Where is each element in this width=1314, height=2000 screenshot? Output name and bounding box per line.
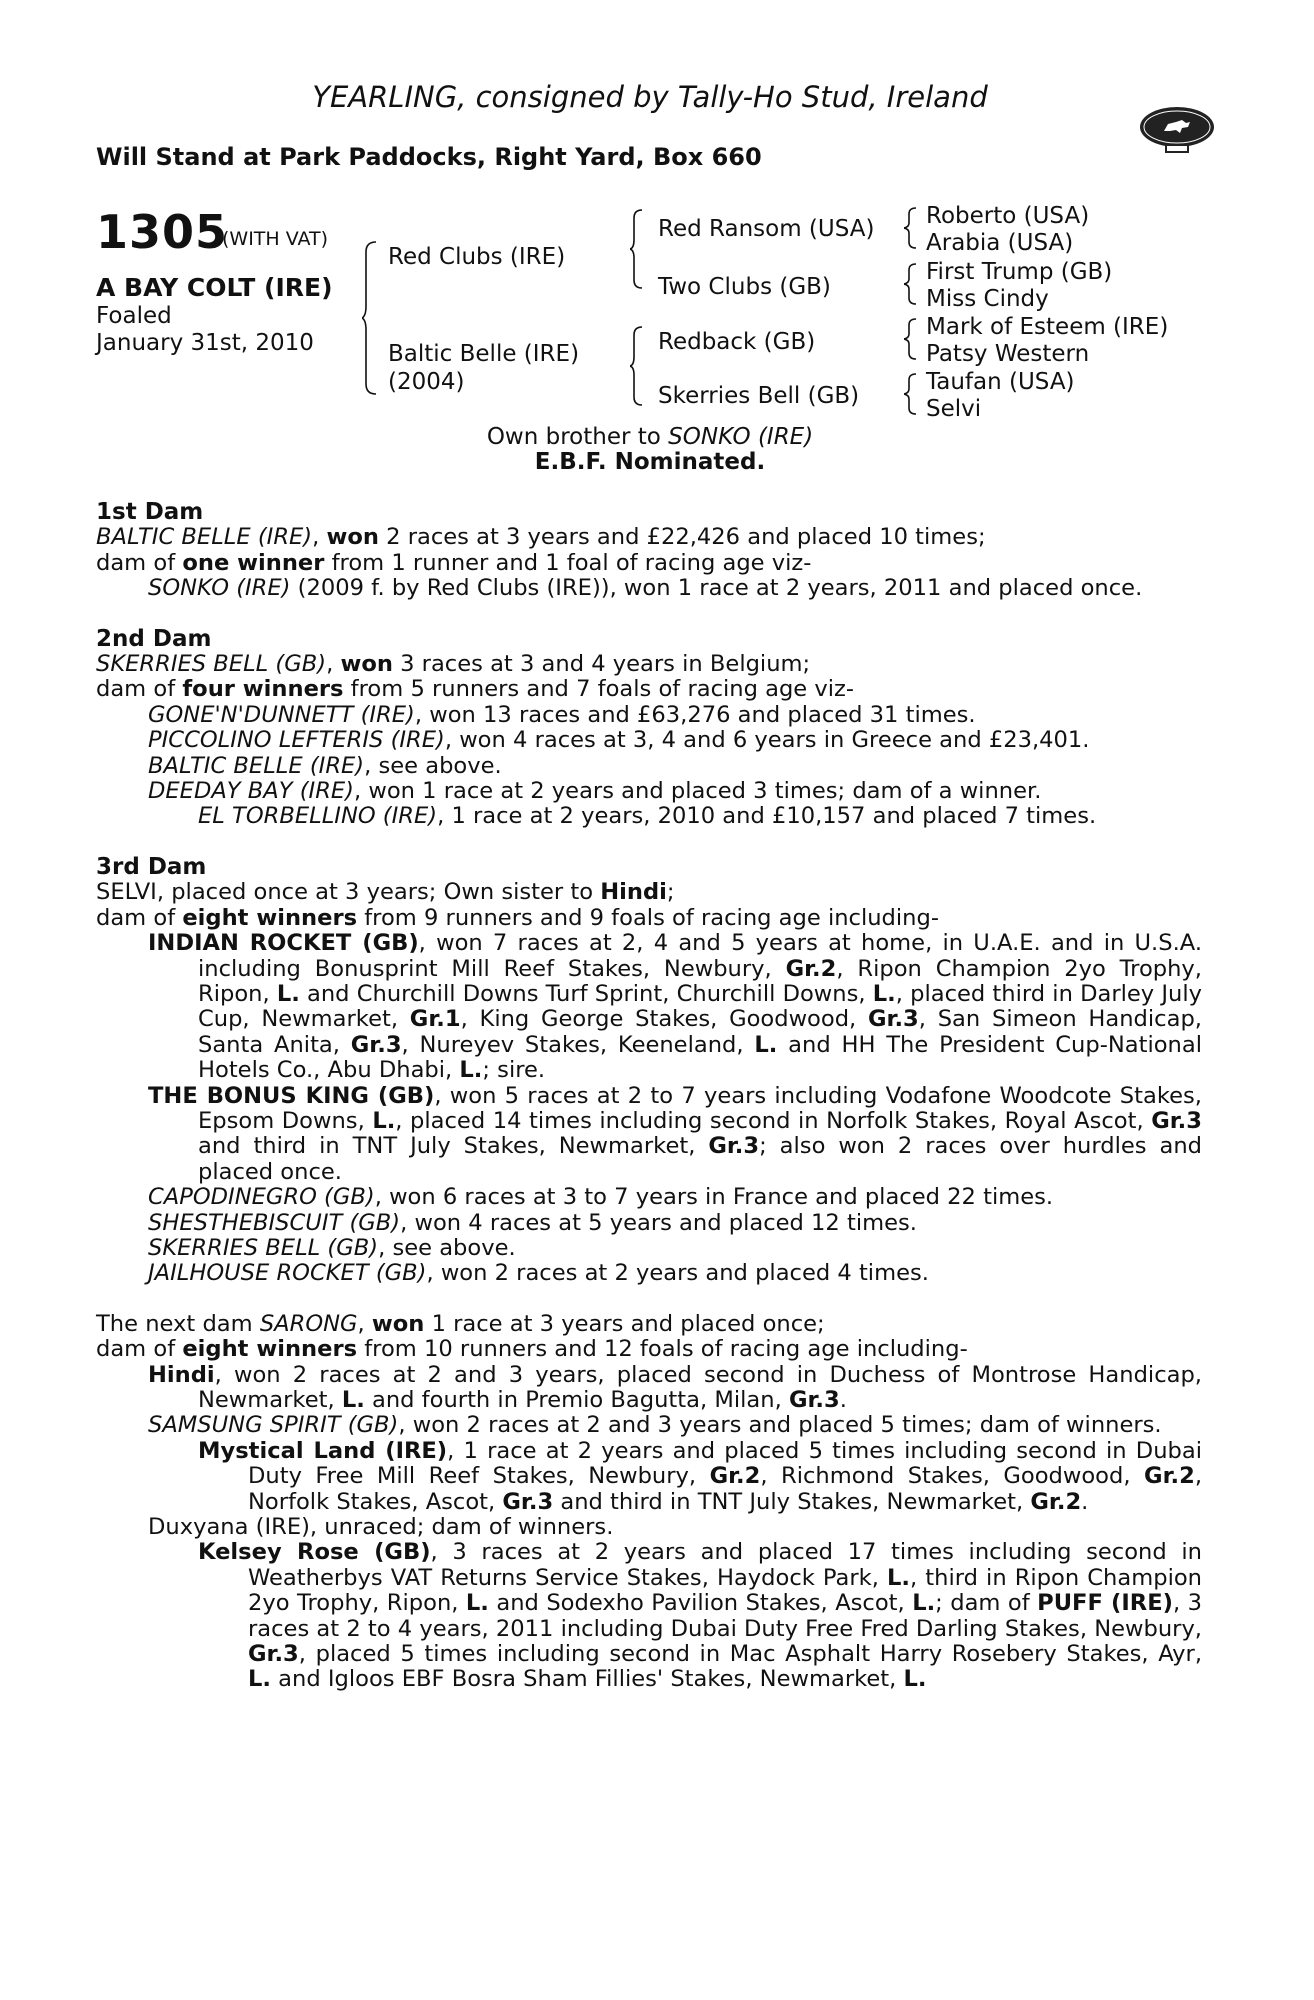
list-item: Duxyana (IRE), unraced; dam of winners. xyxy=(148,1514,614,1541)
next-dam-line: The next dam SARONG, won 1 race at 3 years and placed once; xyxy=(96,1310,825,1337)
pedigree-sire-dam: Two Clubs (GB) xyxy=(658,274,831,300)
list-item: CAPODINEGRO (GB), won 6 races at 3 to 7 years in France and placed 22 times. xyxy=(148,1184,1054,1211)
foaled-label: Foaled xyxy=(96,303,172,329)
third-dam-heading: 3rd Dam xyxy=(96,853,207,880)
list-item: PICCOLINO LEFTERIS (IRE), won 4 races at 3, 4 and 6 years in Greece and £23,401. xyxy=(148,727,1090,754)
foaled-date: January 31st, 2010 xyxy=(96,330,314,356)
pedigree-bracket-sire xyxy=(630,208,644,290)
pedigree-sire-sire: Red Ransom (USA) xyxy=(658,216,875,242)
pedigree-bracket-g4 xyxy=(904,372,918,416)
stand-location: Will Stand at Park Paddocks, Right Yard, Box 660 xyxy=(96,143,762,171)
pedigree-g3-7: Taufan (USA) xyxy=(926,369,1075,395)
pedigree-g3-5: Mark of Esteem (IRE) xyxy=(926,314,1169,340)
next-dam-produce: dam of eight winners from 10 runners and 12 foals of racing age including- xyxy=(96,1336,968,1363)
list-item: THE BONUS KING (GB), won 5 races at 2 to 7 years including Vodafone Woodcote Stakes, Epsom Downs, L., placed 14 times including second in Norfolk Stakes, Royal Ascot, Gr.3 and third in TNT July Stakes, Newmarket, Gr.3; also won 2 races over hurdles and placed once. xyxy=(148,1082,1202,1185)
pedigree-dam-year: (2004) xyxy=(388,369,465,395)
first-dam-line: BALTIC BELLE (IRE), won 2 races at 3 years and £22,426 and placed 10 times; xyxy=(96,524,986,551)
pedigree-bracket-g1 xyxy=(904,206,918,250)
pedigree-g3-2: Arabia (USA) xyxy=(926,230,1074,256)
pedigree-sire: Red Clubs (IRE) xyxy=(388,244,566,270)
pedigree-g3-6: Patsy Western xyxy=(926,341,1090,367)
list-item: Hindi, won 2 races at 2 and 3 years, placed second in Duchess of Montrose Handicap, Newmarket, L. and fourth in Premio Bagutta, Milan, Gr.3. xyxy=(148,1361,1202,1413)
third-dam-line: SELVI, placed once at 3 years; Own sister to Hindi; xyxy=(96,879,675,906)
pedigree-g3-4: Miss Cindy xyxy=(926,286,1049,312)
pedigree-g3-3: First Trump (GB) xyxy=(926,259,1113,285)
page-title: YEARLING, consigned by Tally-Ho Stud, Ireland xyxy=(312,80,988,114)
list-item: EL TORBELLINO (IRE), 1 race at 2 years, 2010 and £10,157 and placed 7 times. xyxy=(198,803,1097,830)
list-item: DEEDAY BAY (IRE), won 1 race at 2 years and placed 3 times; dam of a winner. xyxy=(148,778,1042,805)
pedigree-bracket-sire-dam xyxy=(362,240,378,396)
third-dam-produce: dam of eight winners from 9 runners and 9 foals of racing age including- xyxy=(96,904,939,931)
list-item: SAMSUNG SPIRIT (GB), won 2 races at 2 and 3 years and placed 5 times; dam of winners. xyxy=(148,1412,1162,1439)
vat-note: (WITH VAT) xyxy=(222,228,329,250)
pedigree-g3-1: Roberto (USA) xyxy=(926,203,1090,229)
pedigree-bracket-g3 xyxy=(904,317,918,361)
list-item: GONE'N'DUNNETT (IRE), won 13 races and £63,276 and placed 31 times. xyxy=(148,701,976,728)
list-item: INDIAN ROCKET (GB), won 7 races at 2, 4 and 5 years at home, in U.A.E. and in U.S.A. including Bonusprint Mill Reef Stakes, Newbury, Gr.2, Ripon Champion 2yo Trophy, Ripon, L. and Churchill Downs Turf Sprint, Churchill Downs, L., placed third in Darley July Cup, Newmarket, Gr.1, King George Stakes, Goodwood, Gr.3, San Simeon Handicap, Santa Anita, Gr.3, Nureyev Stakes, Keeneland, L. and HH The President Cup-National Hotels Co., Abu Dhabi, L.; sire. xyxy=(148,930,1203,1084)
list-item: SONKO (IRE) (2009 f. by Red Clubs (IRE)), won 1 race at 2 years, 2011 and placed once. xyxy=(148,575,1143,602)
second-dam-produce: dam of four winners from 5 runners and 7 foals of racing age viz- xyxy=(96,676,855,703)
list-item: SHESTHEBISCUIT (GB), won 4 races at 5 years and placed 12 times. xyxy=(148,1209,917,1236)
yearling-bonus-badge-icon xyxy=(1138,100,1216,154)
list-item: BALTIC BELLE (IRE), see above. xyxy=(148,752,502,779)
pedigree-g3-8: Selvi xyxy=(926,396,982,422)
family-details xyxy=(96,500,1202,1693)
pedigree-dam-dam: Skerries Bell (GB) xyxy=(658,383,860,409)
list-item: SKERRIES BELL (GB), see above. xyxy=(148,1234,516,1261)
list-item: JAILHOUSE ROCKET (GB), won 2 races at 2 years and placed 4 times. xyxy=(148,1260,929,1287)
pedigree-bracket-g2 xyxy=(904,262,918,306)
ebf-note: E.B.F. Nominated. xyxy=(534,449,766,475)
second-dam-line: SKERRIES BELL (GB), won 3 races at 3 and 4 years in Belgium; xyxy=(96,651,811,678)
pedigree-bracket-dam xyxy=(630,325,644,407)
pedigree-dam: Baltic Belle (IRE) xyxy=(388,341,580,367)
pedigree-dam-sire: Redback (GB) xyxy=(658,329,816,355)
lot-number: 1305 xyxy=(96,205,229,259)
lot-description: A BAY COLT (IRE) xyxy=(96,273,333,302)
list-item: Mystical Land (IRE), 1 race at 2 years and placed 5 times including second in Dubai Duty Free Mill Reef Stakes, Newbury, Gr.2, Richmond Stakes, Goodwood, Gr.2, Norfolk Stakes, Ascot, Gr.3 and third in TNT July Stakes, Newmarket, Gr.2. xyxy=(198,1437,1202,1515)
first-dam-produce: dam of one winner from 1 runner and 1 foal of racing age viz- xyxy=(96,549,812,576)
first-dam-heading: 1st Dam xyxy=(96,499,204,525)
list-item: Kelsey Rose (GB), 3 races at 2 years and placed 17 times including second in Weatherbys VAT Returns Service Stakes, Haydock Park, L., third in Ripon Champion 2yo Trophy, Ripon, L. and Sodexho Pavilion Stakes, Ascot, L.; dam of PUFF (IRE), 3 races at 2 to 4 years, 2011 including Dubai Duty Free Fred Darling Stakes, Newbury, Gr.3, placed 5 times including second in Mac Asphalt Harry Rosebery Stakes, Ayr, L. and Igloos EBF Bosra Sham Fillies' Stakes, Newmarket, L. xyxy=(198,1539,1202,1693)
own-brother-note: Own brother to SONKO (IRE) xyxy=(486,424,814,450)
second-dam-heading: 2nd Dam xyxy=(96,625,212,652)
